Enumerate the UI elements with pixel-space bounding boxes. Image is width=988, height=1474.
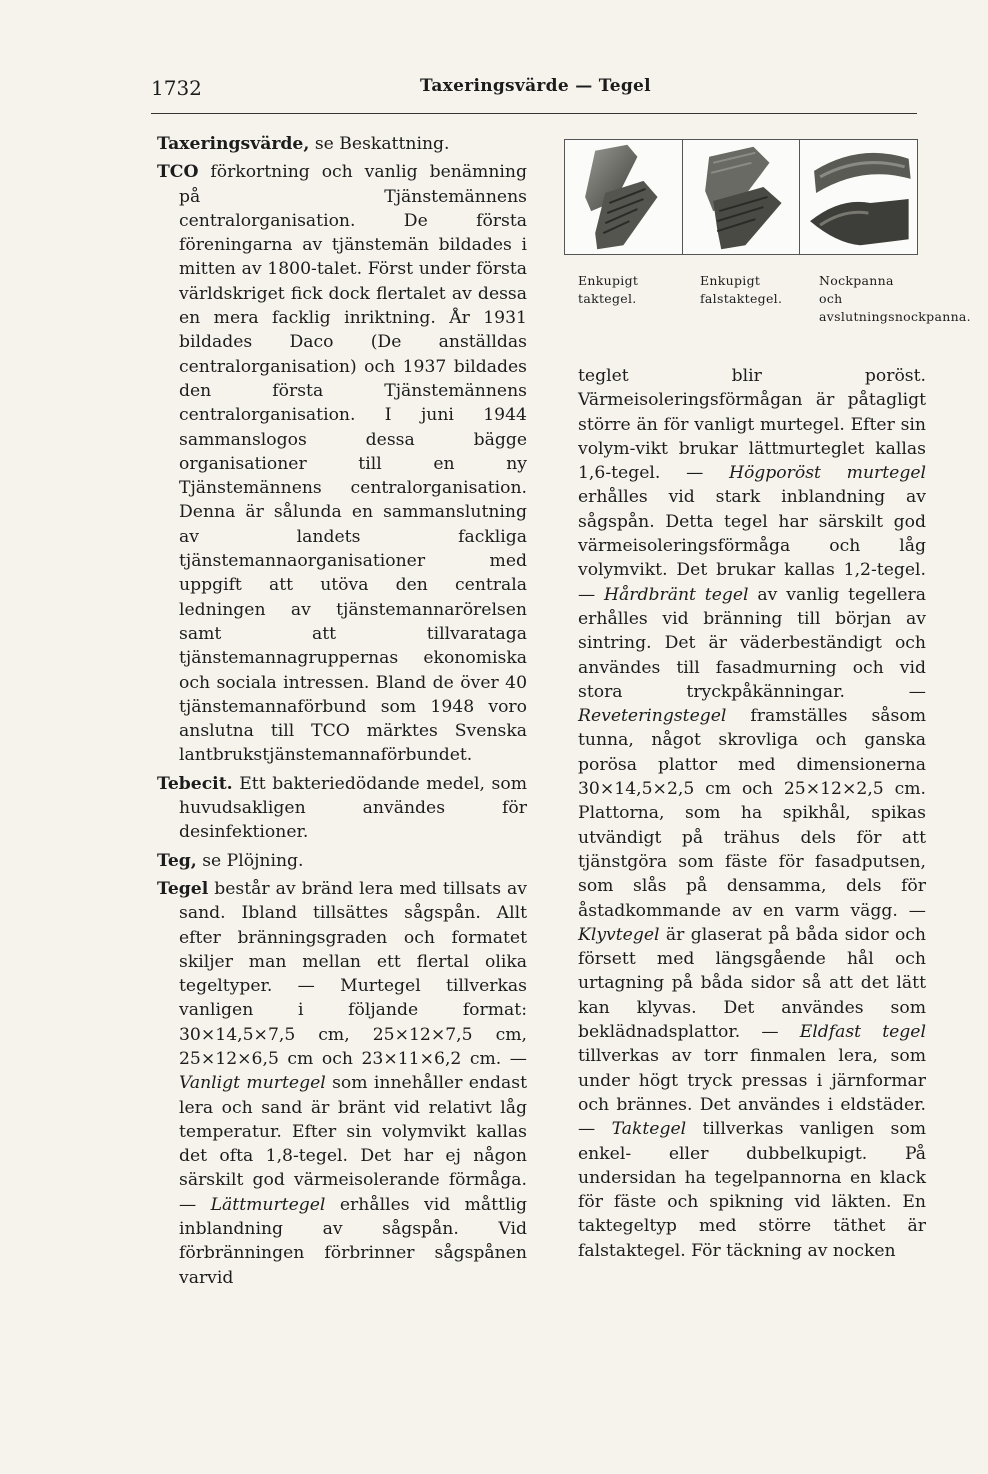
entry-text: består av bränd lera med tillsats av sand. Ibland tillsättes sågspån. Allt efter bränningsgraden och formatet skiljer man mellan ett flertal olika tegeltyper. — Murtegel tillverkas vanligen i följande format: 30×14,5×7,5 cm, 25×12×7,5 cm, 25×12×6,5 cm och 23×11×6,2 cm. — [179, 878, 527, 1069]
body-text: tillverkas av torr finmalen lera, som under högt tryck pressas i järnformar och brännes. Det användes i eldstäder. — [578, 1046, 926, 1140]
entry-tebecit [157, 772, 527, 845]
body-text: framställes såsom tunna, något skrovliga och ganska porösa plattor med dimensionerna 30×14,5×2,5 cm och 25×12×2,5 cm. Plattorna, som ha spikhål, spikas utvändigt på trähus dels för att tjänstgöra som fäste för fasadputsen, som slås på densamma, dels för åstadkommande av en varm vägg. — [578, 706, 926, 921]
tile-illustration [565, 140, 682, 254]
body-text: av vanlig tegellera erhålles vid bränning till början av sintring. Det är väderbeständigt och användes till fasadmurning och vid stora tryckpåkänningar. — [578, 584, 926, 702]
right-column [578, 364, 926, 1263]
left-column [157, 132, 527, 1294]
term-italic: Eldfast tegel [799, 1022, 926, 1043]
entry-text: se Plöjning. [196, 850, 304, 871]
tile-illustration [800, 140, 917, 254]
entry-tco [157, 160, 527, 767]
running-head: Taxeringsvärde — Tegel [420, 76, 651, 96]
term-italic: Taktegel [611, 1119, 687, 1140]
entry-text: förkortning och vanlig benämning på Tjänstemännens centralorganisation. De första föreningarna av tjänstemän bildades i mitten av 1800-talet. Först under första världskriget fick dock flertalet av dessa en mera facklig inriktning. År 1931 bildades Daco (De anställdas centralorganisation) och 1937 bildades den första Tjänstemännens centralorganisation. I juni 1944 sammanslogos dessa bägge organisationer till en ny Tjänstemännens centralorganisation. Denna är sålunda en sammanslutning av landets fackliga tjänstemannaorganisationer med uppgift att utöva den centrala ledningen av tjänstemannarörelsen samt att tillvarataga tjänstemannagruppernas ekonomiska och sociala intressen. Bland de över 40 tjänstemannaförbund som 1948 voro anslutna till TCO märktes Svenska lantbrukstjänstemannaförbundet. [179, 162, 527, 766]
caption-nockpanna: Nockpanna och avslutningsnockpanna. [819, 273, 971, 324]
term-italic: Vanligt murtegel [179, 1073, 326, 1094]
body-text: erhålles vid stark inblandning av sågspån. Detta tegel har särskilt god värmeisoleringsförmåga och låg volymvikt. Det brukar kallas 1,2-tegel. — [578, 487, 926, 605]
entry-text: som innehåller endast lera och sand är bränt vid relativt låg temperatur. Efter sin volymvikt kallas det ofta 1,8-tegel. Det har ej någon särskilt god värmeisolerande förmåga. — [179, 1073, 527, 1215]
entry-text: erhålles vid måttlig inblandning av sågspån. Vid förbränningen förbrinner sågspånen varvid [179, 1194, 527, 1288]
headword: Taxeringsvärde, [157, 134, 310, 154]
entry-tegel [157, 877, 527, 1290]
page-number: 1732 [151, 76, 202, 100]
headword: TCO [157, 162, 199, 183]
body-text: tillverkas vanligen som enkel- eller dubbelkupigt. På undersidan ha tegelpannorna en klack för fäste och spikning vid läkten. En taktegeltyp med större täthet är falstaktegel. För täckning av nocken [578, 1119, 926, 1261]
entry-taxeringsvarde [157, 132, 527, 156]
headword: Tegel [157, 878, 209, 899]
tile-photo-enkupigt-taktegel [565, 140, 683, 254]
tile-photo-enkupigt-falstaktegel [683, 140, 801, 254]
entry-teg [157, 849, 527, 873]
tegel-continuation [578, 364, 926, 1263]
term-italic: Klyvtegel [578, 924, 660, 945]
entry-text: Ett bakteriedödande medel, som huvudsakligen användes för desinfektioner. [179, 773, 527, 843]
body-text: teglet blir poröst. Värmeisoleringsförmågan är påtagligt större än för vanligt murtegel. Efter sin volym-vikt brukar lättmurteglet kallas 1,6-tegel. — [578, 366, 926, 484]
tile-illustration [683, 140, 800, 254]
tile-photo-nockpanna [800, 140, 917, 254]
headword: Teg, [157, 850, 197, 871]
entry-text: se Beskattning. [309, 134, 450, 154]
headword: Tebecit. [157, 773, 233, 794]
roof-tile-figure [564, 139, 918, 255]
header-rule [151, 113, 917, 114]
caption-enkupigt-taktegel: Enkupigt taktegel. [578, 273, 639, 306]
term-italic: Högporöst murtegel [728, 463, 926, 484]
caption-enkupigt-falstaktegel: Enkupigt falstaktegel. [700, 273, 783, 306]
term-italic: Hårdbränt tegel [604, 584, 749, 605]
term-italic: Reveteringstegel [578, 706, 727, 727]
body-text: är glaserat på båda sidor och försett med längsgående hål och urtagning på båda sidor så att det lätt kan klyvas. Det användes som beklädnadsplattor. — [578, 924, 926, 1043]
term-italic: Lättmurtegel [210, 1194, 326, 1215]
